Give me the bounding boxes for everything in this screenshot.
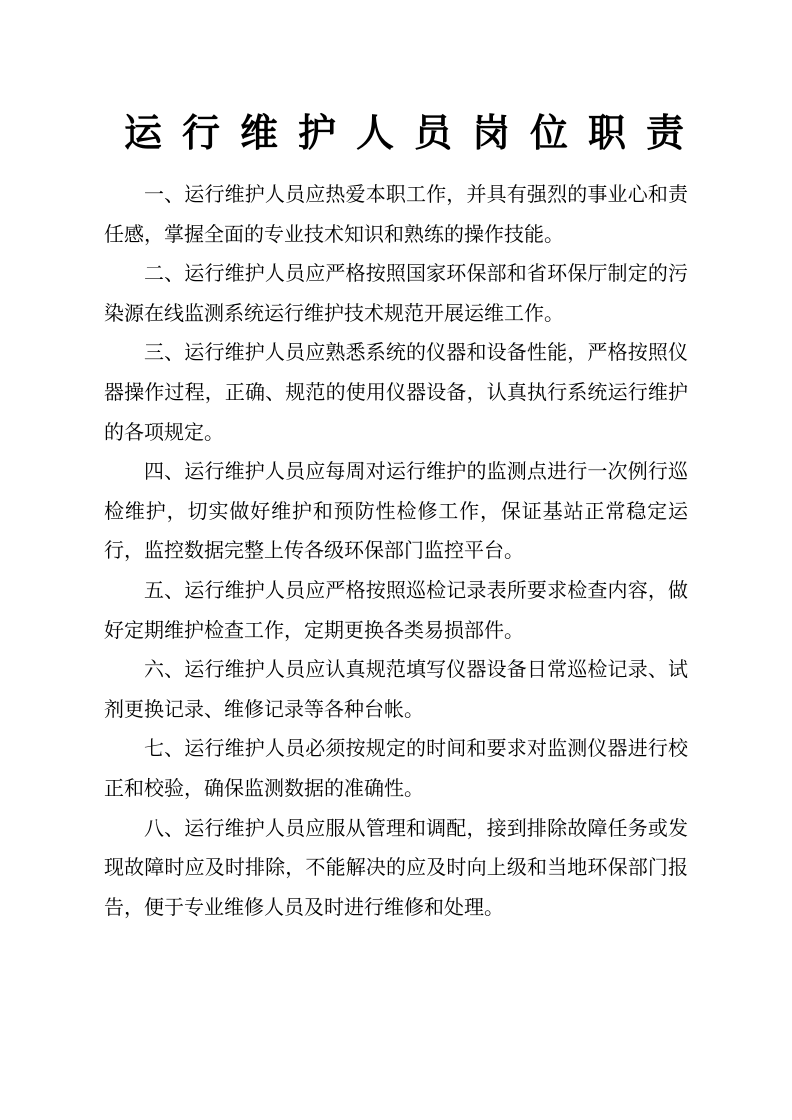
paragraph-3: 三、运行维护人员应熟悉系统的仪器和设备性能，严格按照仪器操作过程，正确、规范的使用仪器设备，认真执行系统运行维护的各项规定。 [104, 342, 688, 444]
document-content [104, 112, 705, 928]
document-body [104, 176, 688, 928]
paragraph-6: 六、运行维护人员应认真规范填写仪器设备日常巡检记录、试剂更换记录、维修记录等各种台帐。 [104, 659, 688, 721]
paragraph-2: 二、运行维护人员应严格按照国家环保部和省环保厅制定的污染源在线监测系统运行维护技术规范开展运维工作。 [104, 263, 688, 325]
paragraph-4: 四、运行维护人员应每周对运行维护的监测点进行一次例行巡检维护，切实做好维护和预防性检修工作，保证基站正常稳定运行，监控数据完整上传各级环保部门监控平台。 [104, 461, 688, 563]
document-title: 运行维护人员岗位职责 [124, 113, 705, 155]
paragraph-1: 一、运行维护人员应热爱本职工作，并具有强烈的事业心和责任感，掌握全面的专业技术知识和熟练的操作技能。 [104, 184, 688, 246]
paragraph-7: 七、运行维护人员必须按规定的时间和要求对监测仪器进行校正和校验，确保监测数据的准确性。 [104, 738, 688, 800]
paragraph-5: 五、运行维护人员应严格按照巡检记录表所要求检查内容，做好定期维护检查工作，定期更换各类易损部件。 [104, 579, 688, 642]
paragraph-8: 八、运行维护人员应服从管理和调配，接到排除故障任务或发现故障时应及时排除，不能解决的应及时向上级和当地环保部门报告，便于专业维修人员及时进行维修和处理。 [104, 817, 688, 919]
